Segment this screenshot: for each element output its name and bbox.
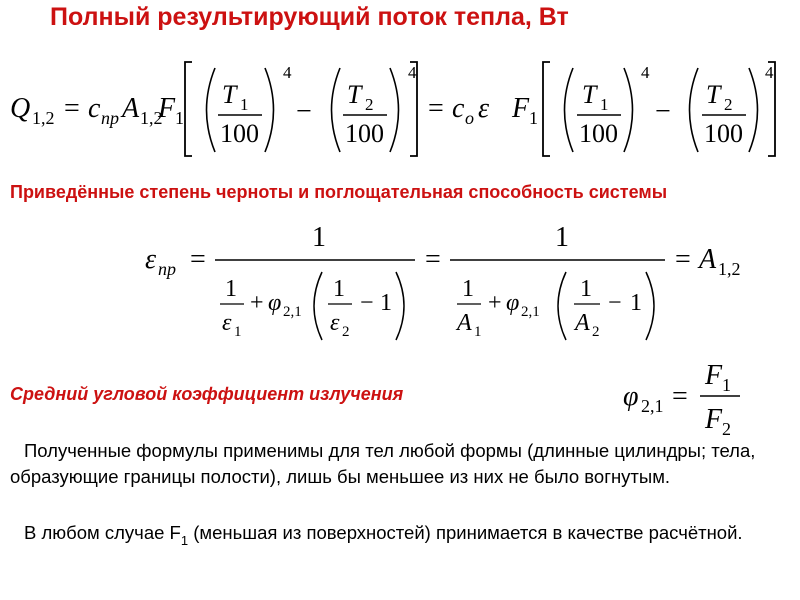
view-factor-heading: Средний угловой коэффициент излучения xyxy=(10,384,404,404)
a2-symbol: A xyxy=(575,310,590,336)
t2-symbol-2: T xyxy=(706,80,721,109)
equals-sign: = xyxy=(64,93,80,124)
equals-3: = xyxy=(190,244,206,275)
q-symbol: Q xyxy=(10,93,31,124)
equals-sign-2: = xyxy=(428,93,444,124)
exponent-1: 4 xyxy=(283,63,292,82)
f1-num-symbol: F xyxy=(705,360,723,391)
minus-4: − xyxy=(608,290,622,316)
t2-subscript-2: 2 xyxy=(724,95,733,114)
q-subscript: 1,2 xyxy=(32,108,55,128)
one-f: 1 xyxy=(630,290,642,316)
c-pr-symbol: c xyxy=(88,93,101,124)
phi21-symbol: φ xyxy=(268,290,282,316)
a12-result-symbol: A xyxy=(699,244,717,275)
phi21-symbol-2: φ xyxy=(506,290,520,316)
one-a: 1 xyxy=(225,276,237,302)
eps1-subscript: 1 xyxy=(234,324,242,340)
f2-den-subscript: 2 xyxy=(722,419,731,439)
c0-subscript: o xyxy=(465,108,474,128)
phi-subscript: 2,1 xyxy=(641,396,664,416)
phi-symbol: φ xyxy=(623,381,639,412)
eps2-symbol: ε xyxy=(330,310,340,336)
phi21-subscript: 2,1 xyxy=(283,304,302,320)
t1-subscript: 1 xyxy=(240,95,249,114)
f1-subscript-2: 1 xyxy=(529,108,538,128)
f2-den-symbol: F xyxy=(705,404,723,435)
paragraph-calculation-subscript: 1 xyxy=(180,533,189,548)
f1-num-subscript: 1 xyxy=(722,375,731,395)
paragraph-calculation-surface xyxy=(10,520,770,548)
t1-symbol-2: T xyxy=(582,80,597,109)
exponent-2: 4 xyxy=(408,63,417,82)
numerator-one-1: 1 xyxy=(312,222,326,253)
t1-denominator: 100 xyxy=(220,119,259,148)
f1-symbol: F xyxy=(158,93,176,124)
epsilon-symbol: ε xyxy=(478,93,490,124)
a1-subscript: 1 xyxy=(474,324,482,340)
exponent-4: 4 xyxy=(765,63,774,82)
one-c: 1 xyxy=(380,290,392,316)
a1-symbol: A xyxy=(457,310,472,336)
one-e: 1 xyxy=(580,276,592,302)
a2-subscript: 2 xyxy=(592,324,600,340)
a12-subscript: 1,2 xyxy=(140,108,163,128)
a12-symbol: A xyxy=(122,93,140,124)
equals-5: = xyxy=(675,244,691,275)
numerator-one-2: 1 xyxy=(555,222,569,253)
slide-title: Полный результирующий поток тепла, Вт xyxy=(50,3,569,31)
plus-1: + xyxy=(250,290,264,316)
minus-1: − xyxy=(296,96,312,127)
emissivity-heading: Приведённые степень черноты и поглощательная способность системы xyxy=(10,182,668,202)
t1-symbol: T xyxy=(222,80,237,109)
t2-denominator-2: 100 xyxy=(704,119,743,148)
minus-2: − xyxy=(655,96,671,127)
paragraph-calculation-text-before: В любом случае F xyxy=(24,522,181,543)
eps-pr-subscript: пр xyxy=(158,259,176,279)
eps1-symbol: ε xyxy=(222,310,232,336)
f1-subscript: 1 xyxy=(175,108,184,128)
one-d: 1 xyxy=(462,276,474,302)
t1-denominator-2: 100 xyxy=(579,119,618,148)
a12-result-subscript: 1,2 xyxy=(718,259,741,279)
plus-2: + xyxy=(488,290,502,316)
minus-3: − xyxy=(360,290,374,316)
exponent-3: 4 xyxy=(641,63,650,82)
c-pr-subscript: пр xyxy=(101,108,119,128)
eps-pr-symbol: ε xyxy=(145,244,157,275)
one-b: 1 xyxy=(333,276,345,302)
t2-subscript: 2 xyxy=(365,95,374,114)
phi21-subscript-2: 2,1 xyxy=(521,304,540,320)
paragraph-applicability xyxy=(10,438,795,490)
equals-6: = xyxy=(672,381,688,412)
f1-symbol-2: F xyxy=(512,93,530,124)
c0-symbol: c xyxy=(452,93,465,124)
eps2-subscript: 2 xyxy=(342,324,350,340)
paragraph-calculation-text-after: (меньшая из поверхностей) принимается в качестве расчётной. xyxy=(188,522,743,543)
paragraph-applicability-text: Полученные формулы применимы для тел любой формы (длинные цилиндры; тела, образующие границы полости), лишь бы меньшее из них не было вогнутым. xyxy=(10,440,756,487)
t2-denominator: 100 xyxy=(345,119,384,148)
t2-symbol: T xyxy=(347,80,362,109)
t1-subscript-2: 1 xyxy=(600,95,609,114)
equals-4: = xyxy=(425,244,441,275)
